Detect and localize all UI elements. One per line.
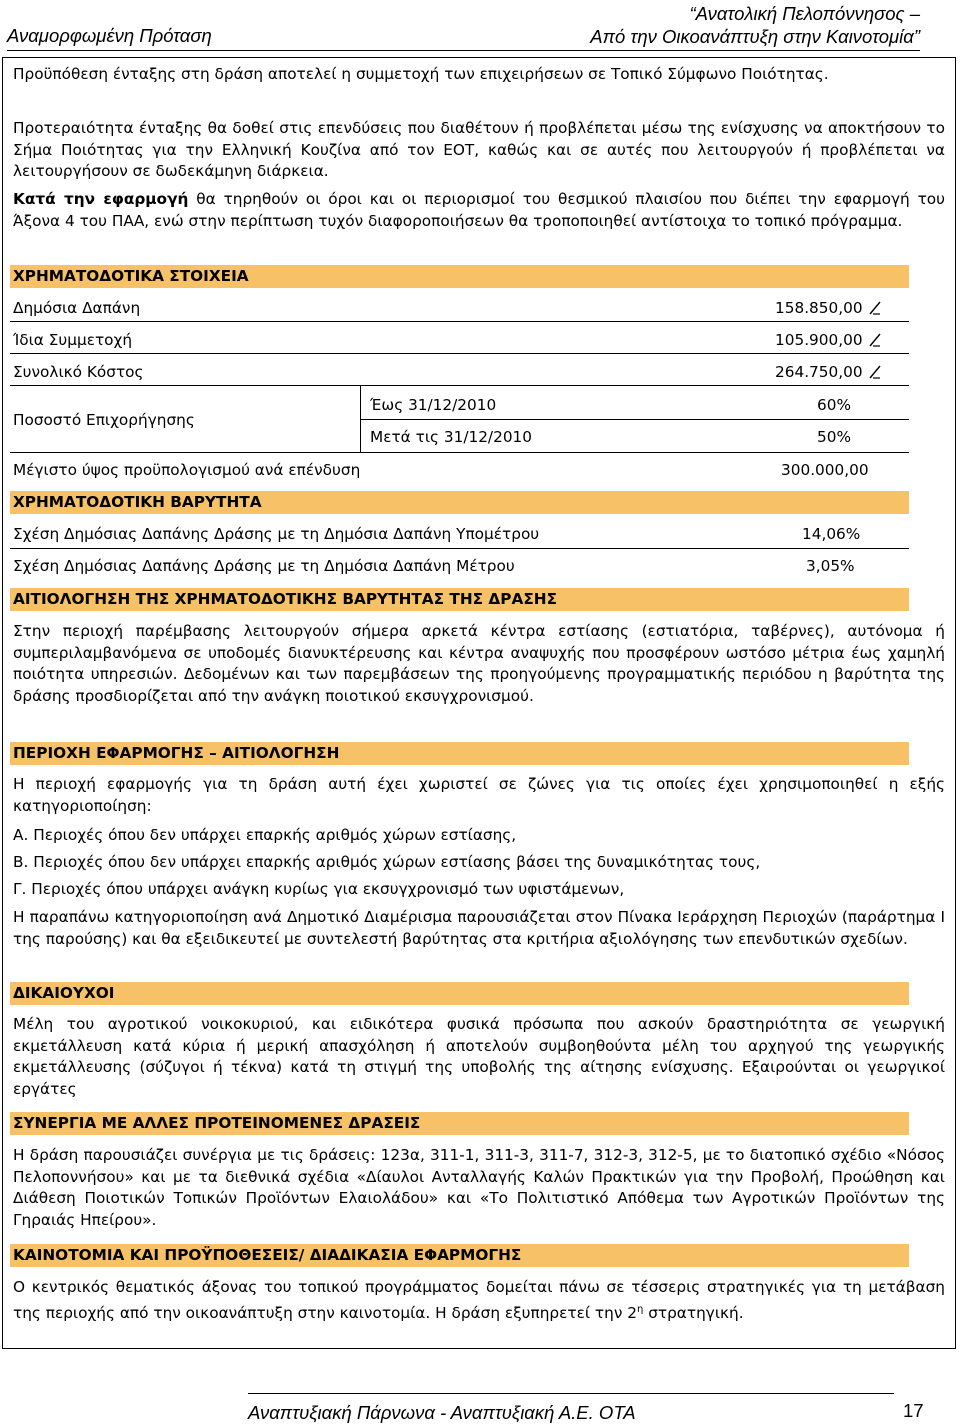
total-cost-label: Συνολικό Κόστος: [13, 363, 144, 381]
area-intro: Η περιοχή εφαρμογής για τη δράση αυτή έχει χωριστεί σε ζώνες για τις οποίες έχει χρησιμοποιηθεί η εξής κατηγοριοποίηση:: [13, 775, 945, 815]
weight-row2-value: 3,05%: [806, 557, 855, 575]
rate-until-value: 60%: [817, 396, 851, 414]
innovation-superscript: η: [636, 1303, 644, 1315]
own-contribution-amount: 105.900,00: [775, 331, 863, 349]
area-category-c: Γ. Περιοχές όπου υπάρχει ανάγκη κυρίως για εκσυγχρονισμό των υφιστάμενων,: [13, 880, 625, 898]
row-rule: [10, 548, 909, 549]
innovation-text: [13, 1277, 945, 1324]
synergy-heading: ΣΥΝΕΡΓΙΑ ΜΕ ΑΛΛΕΣ ΠΡΟΤΕΙΝΟΜΕΝΕΣ ΔΡΑΣΕΙΣ: [10, 1112, 909, 1135]
euro-icon: [869, 301, 881, 315]
synergy-text: Η δράση παρουσιάζει συνέργια με τις δράσεις: 123α, 311-1, 311-3, 311-7, 312-3, 312-5, με το διατοπικό σχέδιο «Νόσος Πελοποννήσου» και με τα διεθνικά σχέδια «Δίαυλοι Ανταλλαγής Καλών Πρακτικών για την Προβολή, Προώθηση και Διάθεση Ποιοτικών Τοπικών Προϊόντων Ελαιολάδου» και «Το Πολιτιστικό Απόθεμα των Αγροτικών Προϊόντων της Γηραιάς Ηπείρου».: [13, 1146, 945, 1229]
area-category-a: Α. Περιοχές όπου δεν υπάρχει επαρκής αριθμός χώρων εστίασης,: [13, 826, 517, 844]
max-budget-label: Μέγιστο ύψος προϋπολογισμού ανά επένδυση: [13, 461, 361, 479]
row-rule: [10, 452, 909, 453]
intro-paragraph-2: Προτεραιότητα ένταξης θα δοθεί στις επενδύσεις που διαθέτουν ή προβλέπεται μέσω της ενίσχυσης να αποκτήσουν το Σήμα Ποιότητας για την Ελληνική Κουζίνα από τον ΕΟΤ, καθώς και σε αυτές που λειτουργούν ή προβλέπεται να λειτουργήσουν σε δωδεκάμηνη διάρκεια.: [13, 119, 945, 180]
area-outro: Η παραπάνω κατηγοριοποίηση ανά Δημοτικό Διαμέρισμα παρουσιάζεται στον Πίνακα Ιεράρχηση Περιοχών (παράρτημα Ι της παρούσης) και θα εξειδικευτεί με συντελεστή βαρύτητας στα κριτήρια αξιολόγησης των επενδυτικών σχεδίων.: [13, 908, 945, 948]
beneficiaries-text: Μέλη του αγροτικού νοικοκυριού, και ειδικότερα φυσικά πρόσωπα που ασκούν δραστηριότητα σε γεωργική εκμετάλλευση κατά κύρια ή μερική απασχόληση ή αποτελούν συμβοηθούντα μέλη του αρχηγού της γεωργικής εκμετάλλευσης (σύζυγοι ή τέκνα) κατά τη στιγμή της υποβολής της αίτησης ενίσχυσης. Εξαιρούνται οι γεωργικοί εργάτες: [13, 1015, 945, 1098]
intro-paragraph-1: Προϋπόθεση ένταξης στη δράση αποτελεί η συμμετοχή των επιχειρήσεων σε Τοπικό Σύμφωνο Ποιότητας.: [13, 65, 829, 83]
weight-row2-label: Σχέση Δημόσιας Δαπάνης Δράσης με τη Δημόσια Δαπάνη Μέτρου: [13, 557, 515, 575]
innovation-heading: ΚΑΙΝΟΤΟΜΙΑ ΚΑΙ ΠΡΟΫΠΟΘΕΣΕΙΣ/ ΔΙΑΔΙΚΑΣΙΑ ΕΦΑΡΜΟΓΗΣ: [10, 1244, 909, 1267]
weight-row1-label: Σχέση Δημόσιας Δαπάνης Δράσης με τη Δημόσια Δαπάνη Υπομέτρου: [13, 525, 540, 543]
own-contribution-value: [775, 330, 881, 351]
header-rule: [7, 50, 920, 51]
euro-icon: [869, 365, 881, 379]
euro-icon: [869, 333, 881, 347]
public-expense-label: Δημόσια Δαπάνη: [13, 299, 141, 317]
area-category-b: Β. Περιοχές όπου δεν υπάρχει επαρκής αριθμός χώρων εστίασης βάσει της δυναμικότητας τους,: [13, 853, 761, 871]
justification-heading: ΑΙΤΙΟΛΟΓΗΣΗ ΤΗΣ ΧΡΗΜΑΤΟΔΟΤΙΚΗΣ ΒΑΡΥΤΗΤΑΣ ΤΗΣ ΔΡΑΣΗΣ: [10, 588, 909, 611]
total-cost-amount: 264.750,00: [775, 363, 863, 381]
page-number: 17: [903, 1400, 924, 1421]
header-right-title: [590, 2, 920, 48]
total-cost-value: [775, 362, 881, 383]
header-left-title: Αναμορφωμένη Πρόταση: [7, 25, 212, 46]
justification-text: Στην περιοχή παρέμβασης λειτουργούν σήμερα αρκετά κέντρα εστίασης (εστιατόρια, ταβέρνες), αυτόνομα ή συμπεριλαμβανόμενα σε υποδομές διανυκτέρευσης και κέντρα αναψυχής που προσφέρουν ωστόσο μέτρια έως χαμηλή ποιότητα υπηρεσιών. Δεδομένων και των παρεμβάσεων της προηγούμενης προγραμματικής περιόδου η βαρύτητα της δράσης προσδιορίζεται από την ανάγκη ποιοτικού εκσυγχρονισμού.: [13, 622, 945, 705]
row-rule: [360, 419, 909, 420]
intro-paragraph-3-bold: Κατά την εφαρμογή: [13, 190, 189, 208]
rate-after-label: Μετά τις 31/12/2010: [370, 428, 533, 446]
innovation-text-tail: στρατηγική.: [643, 1303, 744, 1322]
financial-heading: ΧΡΗΜΑΤΟΔΟΤΙΚΑ ΣΤΟΙΧΕΙΑ: [10, 265, 909, 288]
intro-paragraph-3-rest: θα τηρηθούν οι όροι και οι περιορισμοί του θεσμικού πλαισίου που διέπει την εφαρμογή του Άξονα 4 του ΠΑΑ, ενώ στην περίπτωση τυχόν διαφοροποιήσεων θα τροποποιηθεί αντίστοιχα το τοπικό πρόγραμμα.: [13, 190, 945, 230]
area-heading: ΠΕΡΙΟΧΗ ΕΦΑΡΜΟΓΗΣ – ΑΙΤΙΟΛΟΓΗΣΗ: [10, 742, 909, 765]
public-expense-amount: 158.850,00: [775, 299, 863, 317]
row-rule: [10, 385, 909, 386]
innovation-text-body: Ο κεντρικός θεματικός άξονας του τοπικού προγράμματος δομείται πάνω σε τέσσερις στρατηγικές για τη μετάβαση της περιοχής από την οικοανάπτυξη στην καινοτομία. Η δράση εξυπηρετεί την 2: [13, 1278, 945, 1322]
intro-paragraph-3: [13, 189, 945, 232]
weight-row1-value: 14,06%: [802, 525, 861, 543]
header-right-line2: Από την Οικοανάπτυξη στην Καινοτομία”: [590, 26, 920, 47]
own-contribution-label: Ίδια Συμμετοχή: [13, 331, 133, 349]
beneficiaries-heading: ΔΙΚΑΙΟΥΧΟΙ: [10, 982, 909, 1005]
subsidy-rate-label: Ποσοστό Επιχορήγησης: [13, 411, 195, 429]
public-expense-value: [775, 298, 881, 319]
footer-rule: [248, 1393, 894, 1394]
rate-until-label: Έως 31/12/2010: [370, 396, 497, 414]
weight-heading: ΧΡΗΜΑΤΟΔΟΤΙΚΗ ΒΑΡΥΤΗΤΑ: [10, 491, 909, 514]
max-budget-value: 300.000,00: [781, 461, 869, 479]
rate-after-value: 50%: [817, 428, 851, 446]
row-rule: [10, 353, 909, 354]
row-rule: [10, 321, 909, 322]
header-right-line1: “Ανατολική Πελοπόννησος –: [689, 3, 920, 24]
footer-text: Αναπτυξιακή Πάρνωνα - Αναπτυξιακή Α.Ε. ΟΤΑ: [248, 1402, 636, 1423]
